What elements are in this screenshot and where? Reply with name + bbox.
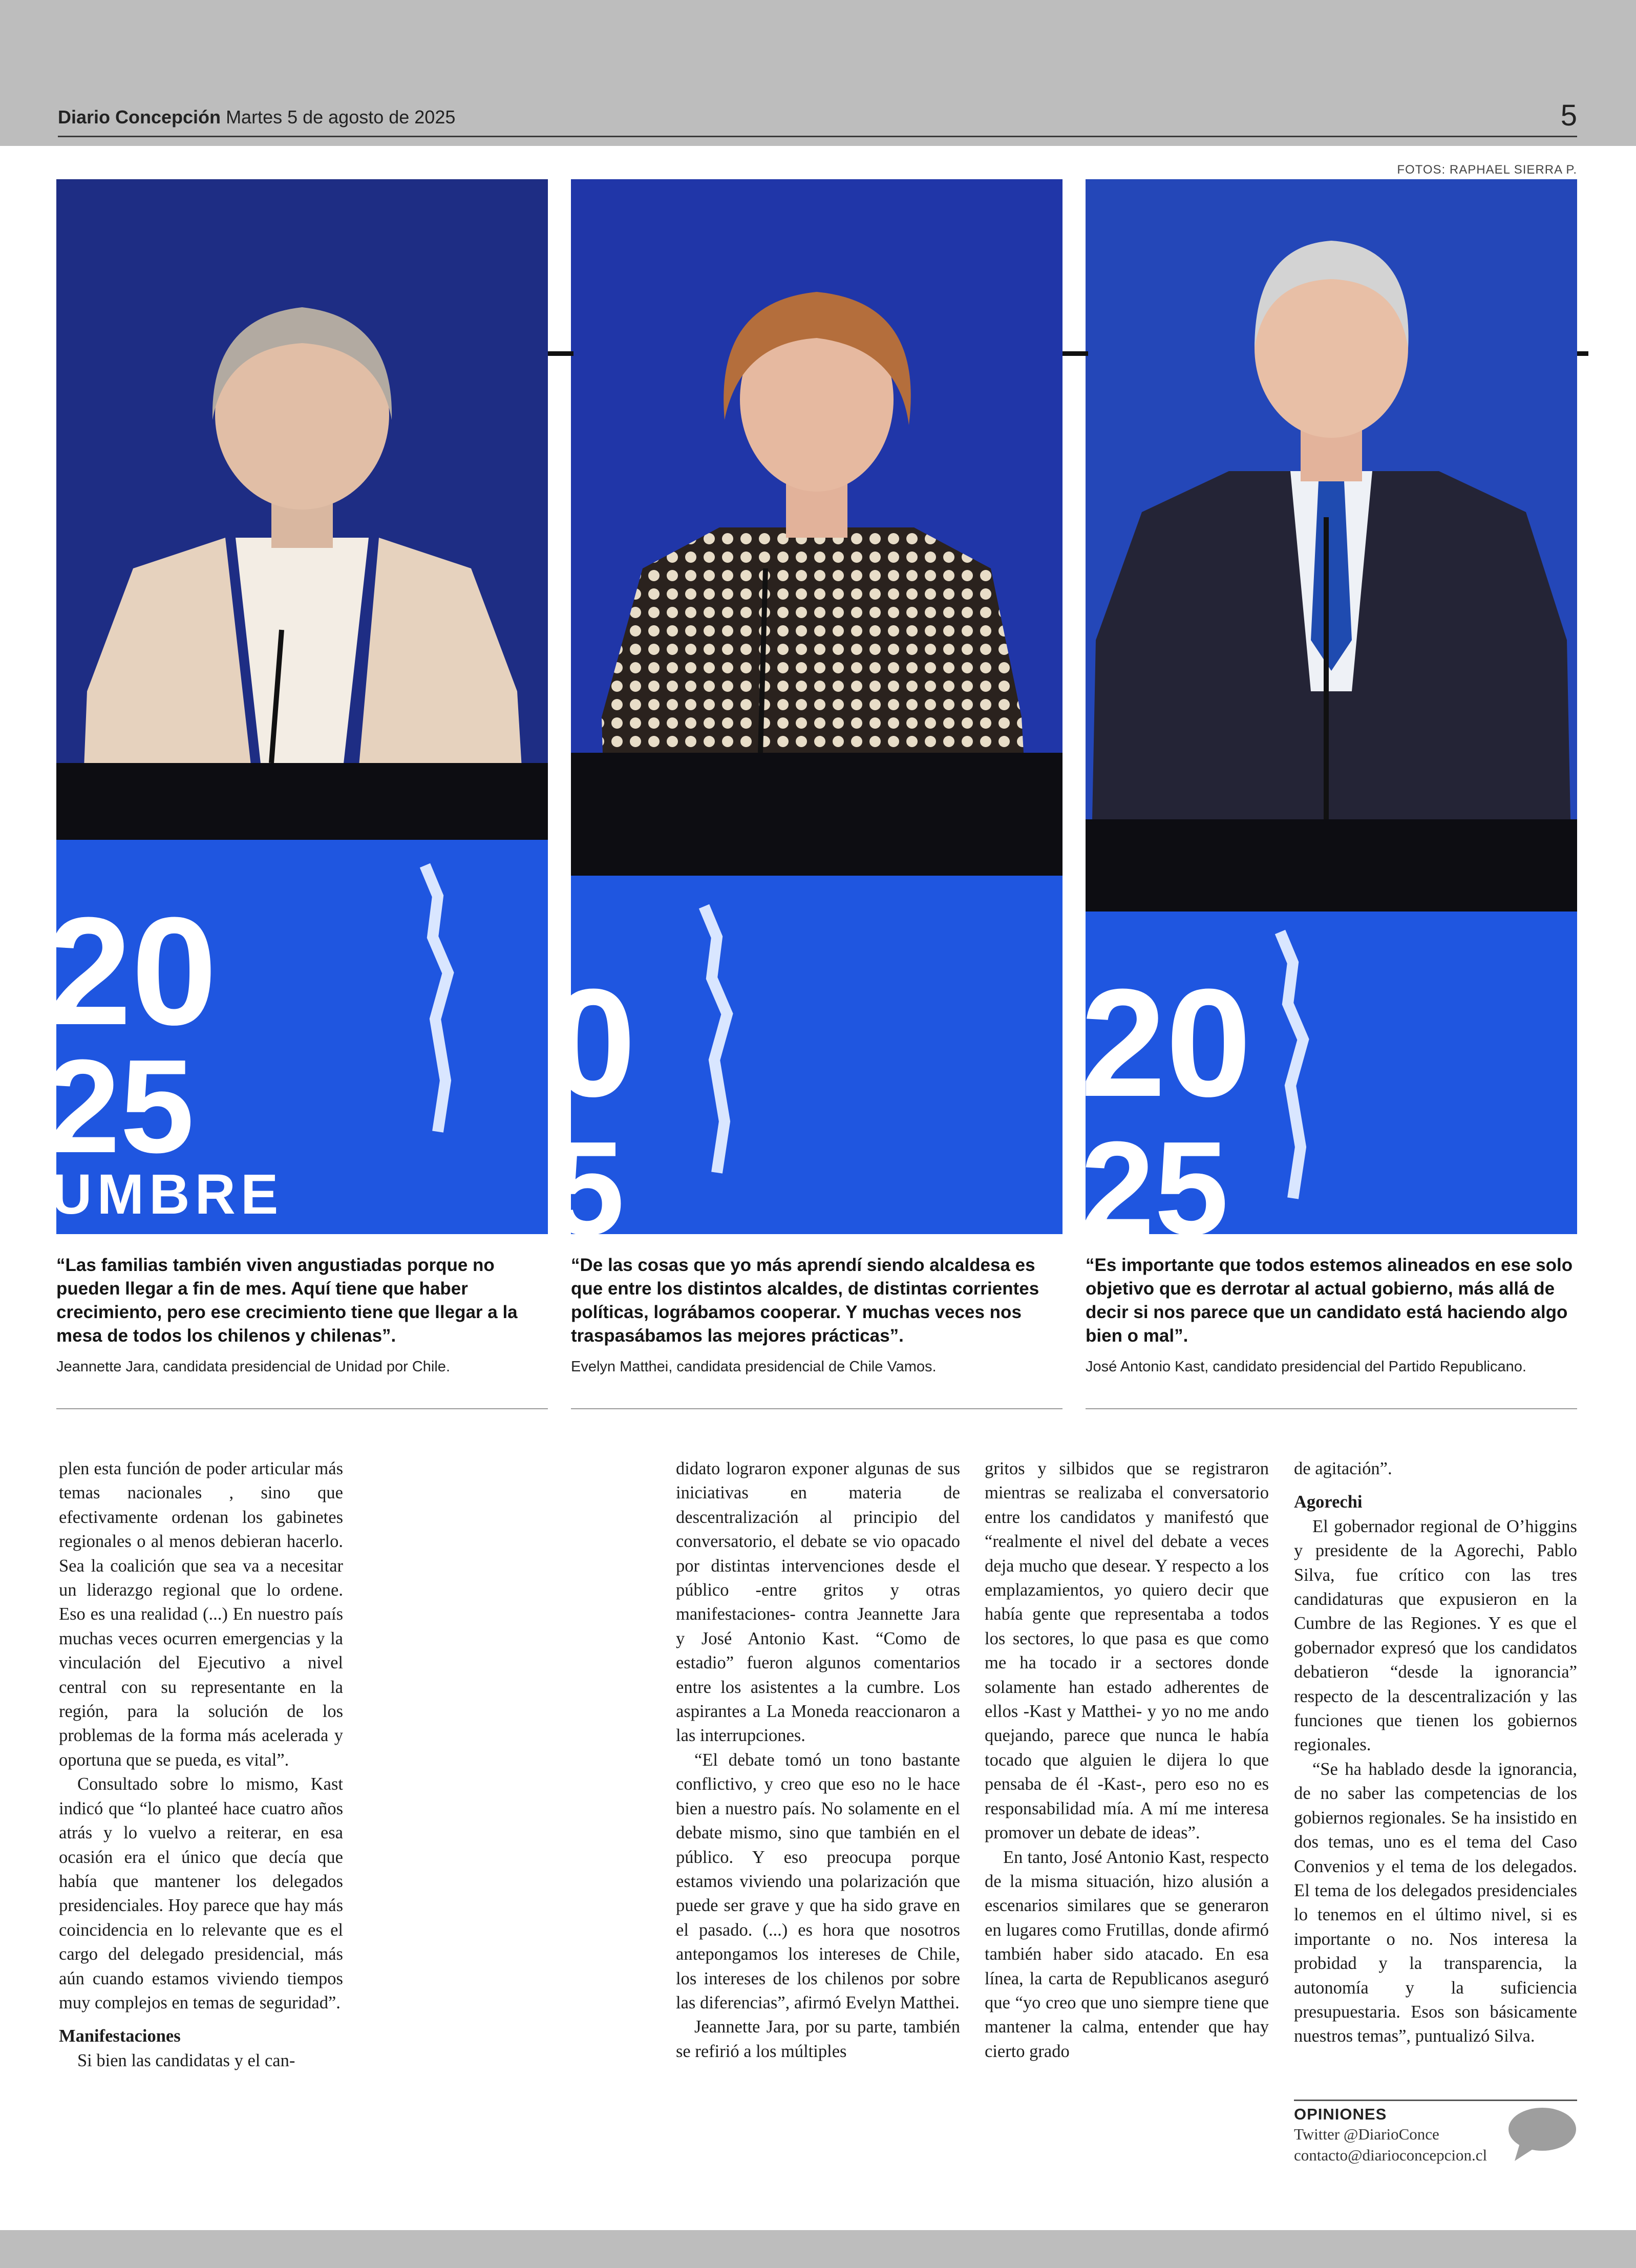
podium-digits-top: 0 [550, 957, 636, 1129]
speech-bubble-icon [1505, 2106, 1577, 2163]
article-column-1 [59, 1457, 343, 2073]
photo-divider-bar [1063, 351, 1088, 356]
opinions-title: OPINIONES [1294, 2105, 1387, 2123]
caption-3 [1086, 1254, 1577, 1376]
page-number: 5 [1560, 99, 1577, 132]
opinions-rule [1294, 2100, 1577, 2101]
article-paragraph: gritos y silbidos que se registraron mientras se realizaba el conversatorio entre los candidatos y manifestó que “realmente el nivel del debate a veces deja mucho que desear. Y respecto a los emplazamientos, yo quiero decir que había gente que representaba a todos los sectores, lo que pasa es que como me ha tocado ir a sectores donde solamente han estado adherentes de ellos -Kast y Matthei- y yo no me ando quejando, parece que nunca le había tocado que alguien le dijera lo que pensaba de él -Kast-, pero eso no es responsabilidad mía. A mí me interesa promover un debate de ideas”. [985, 1459, 1269, 1843]
photo-credit: FOTOS: RAPHAEL SIERRA P. [1397, 163, 1577, 177]
article-column-4 [1294, 1457, 1577, 2049]
article-paragraph: Jeannette Jara, por su parte, también se refirió a los múltiples [676, 2017, 960, 2061]
photo-evelyn-matthei [550, 179, 1063, 1263]
article-paragraph: “El debate tomó un tono bastante conflictivo, y creo que eso no le hace bien a nuestro país. No solamente en el debate mismo, sino que también en el público. Y eso preocupa porque estamos viviendo una polarización que puede ser grave y que ha sido grave en el pasado. (...) es hora que nosotros antepongamos los intereses de Chile, los intereses de los chilenos por sobre las diferencias”, afirmó Evelyn Matthei. [676, 1750, 960, 2012]
article-paragraph: didato lograron exponer algunas de sus iniciativas en materia de descentralización al principio del conversatorio, el debate se vio opacado por distintas intervenciones desde el público -entre gritos y otras manifestaciones- contra Jeannette Jara y José Antonio Kast. “Como de estadio” fueron algunos comentarios entre los asistentes a la cumbre. Los aspirantes a La Moneda reaccionaron a las interrupciones. [676, 1459, 960, 1746]
photo-jeannette-jara [46, 179, 548, 1234]
photo-illustration [1080, 179, 1577, 1263]
publication-date: Martes 5 de agosto de 2025 [226, 107, 456, 128]
page-header [0, 99, 1636, 138]
article-paragraph: Si bien las candidatas y el can- [77, 2050, 295, 2070]
podium-digits-bottom: 25 [46, 1032, 195, 1181]
caption-attribution: Evelyn Matthei, candidata presidencial de Chile Vamos. [571, 1359, 937, 1375]
podium-word: UMBRE [51, 1163, 284, 1226]
podium-digits-bottom: 5 [550, 1114, 625, 1263]
subheading-agorechi: Agorechi [1294, 1492, 1363, 1512]
article-column-2 [676, 1457, 960, 2064]
header-rule [58, 136, 1577, 137]
photo-jose-antonio-kast [1080, 179, 1577, 1263]
photo-divider-bar [548, 351, 573, 356]
photo-illustration [550, 179, 1063, 1263]
caption-quote: “Las familias también viven angustiadas porque no pueden llegar a fin de mes. Aquí tiene que haber crecimiento, pero ese crecimiento tiene que llegar a la mesa de todos los chilenos y chilenas”. [56, 1255, 518, 1346]
article-paragraph: Consultado sobre lo mismo, Kast indicó que “lo planteé hace cuatro años atrás y lo vuelvo a reiterar, en esa ocasión era el único que decía que había que mantener los delegados presidenciales. Hoy parece que hay más coincidencia en lo relevante que es el cargo del delegado presidencial, más aún cuando estamos viviendo tiempos muy complejos en temas de seguridad”. [59, 1774, 343, 2012]
photo-illustration [46, 179, 548, 1234]
publication-name: Diario Concepción [58, 107, 221, 128]
caption-attribution: Jeannette Jara, candidata presidencial de Unidad por Chile. [56, 1359, 450, 1375]
publication-line [58, 107, 455, 128]
opinions-email[interactable]: contacto@diarioconcepcion.cl [1294, 2146, 1488, 2164]
article-paragraph: El gobernador regional de O’higgins y presidente de la Agorechi, Pablo Silva, fue crítico con las tres candidaturas que expusieron en la Cumbre de las Regiones. Y es que el gobernador expresó que los candidatos debatieron “desde la ignorancia” respecto de la descentralización y las funciones que tienen los gobiernos regionales. [1294, 1516, 1577, 1755]
podium-digits-top: 20 [46, 885, 217, 1057]
caption-rule [1086, 1408, 1577, 1409]
subheading-manifestaciones: Manifestaciones [59, 2026, 181, 2046]
podium-digits-bottom: 25 [1080, 1114, 1229, 1263]
article-paragraph: de agitación”. [1294, 1459, 1392, 1478]
article-paragraph: “Se ha hablado desde la ignorancia, de no saber las competencias de los gobiernos regionales. Se ha insistido en dos temas, uno es el tema del Caso Convenios y el tema de los delegados. El tema de los delegados presidenciales lo tenemos en el último nivel, si es importante o no. Nos interesa la probidad y la transparencia, la autonomía y la suficiencia presupuestaria. Esos son básicamente nuestros temas”, puntualizó Silva. [1294, 1759, 1577, 2046]
caption-quote: “De las cosas que yo más aprendí siendo alcaldesa es que entre los distintos alcaldes, de distintas corrientes políticas, lográbamos cooperar. Y muchas veces nos traspasábamos las mejores prácticas”. [571, 1255, 1039, 1346]
bottom-gray-band [0, 2230, 1636, 2268]
caption-2 [571, 1254, 1063, 1376]
caption-rule [56, 1408, 548, 1409]
photo-divider-bar [1577, 351, 1588, 356]
caption-rule [571, 1408, 1063, 1409]
caption-1 [56, 1254, 548, 1376]
article-paragraph: plen esta función de poder articular más temas nacionales , sino que efectivamente ordenan los gabinetes regionales o al menos debieran hacerlo. Sea la coalición que sea va a necesitar un liderazgo regional que lo ordene. Eso es una realidad (...) En nuestro país muchas veces ocurren emergencias y la vinculación del Ejecutivo a nivel central con su representante en la región, para la solución de los problemas de la forma más acelerada y oportuna que se pueda, es vital”. [59, 1459, 343, 1770]
opinions-twitter[interactable]: Twitter @DiarioConce [1294, 2125, 1439, 2143]
article-paragraph: En tanto, José Antonio Kast, respecto de la misma situación, hizo alusión a escenarios similares que se generaron en lugares como Frutillas, donde afirmó también haber sido atacado. En esa línea, la carta de Republicanos aseguró que “yo creo que uno siempre tiene que mantener la calma, entender que hay cierto grado [985, 1847, 1269, 2061]
podium-digits-top: 20 [1080, 957, 1251, 1129]
article-column-3 [985, 1457, 1269, 2064]
caption-quote: “Es importante que todos estemos alineados en ese solo objetivo que es derrotar al actual gobierno, más allá de decir si nos parece que un candidato está haciendo algo bien o mal”. [1086, 1255, 1573, 1346]
caption-attribution: José Antonio Kast, candidato presidencial del Partido Republicano. [1086, 1359, 1526, 1375]
